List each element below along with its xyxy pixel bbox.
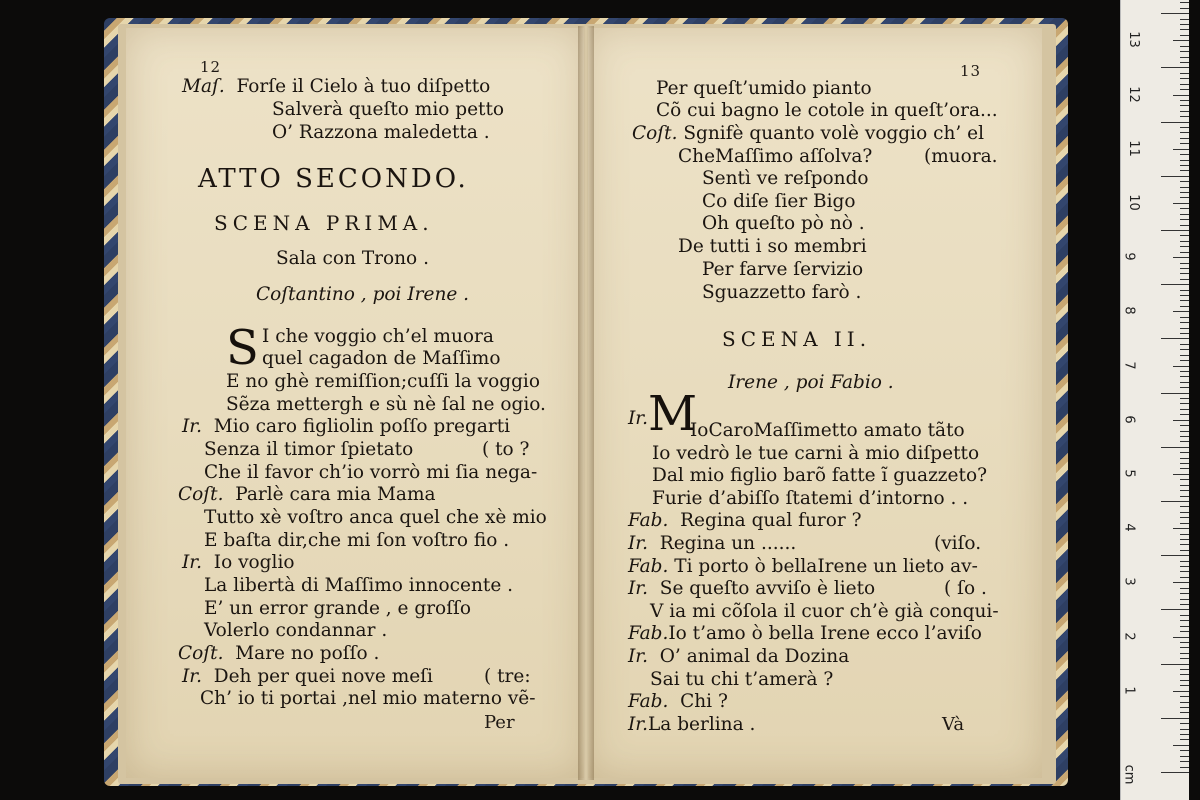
- ruler-tick: [1180, 187, 1189, 188]
- ruler-tick: [1173, 40, 1189, 41]
- ruler-tick: [1180, 165, 1189, 166]
- ruler-tick: [1180, 371, 1189, 372]
- measurement-ruler: [1120, 0, 1189, 800]
- ruler-tick: [1180, 739, 1189, 740]
- ruler-tick: [1180, 62, 1189, 63]
- ruler-tick: [1180, 360, 1189, 361]
- ruler-tick: [1180, 328, 1189, 329]
- ruler-tick: [1180, 138, 1189, 139]
- text-line: O’ Razzona maledetta .: [272, 122, 490, 143]
- ruler-tick: [1180, 707, 1189, 708]
- ruler-tick: [1180, 680, 1189, 681]
- ruler-tick: [1180, 523, 1189, 524]
- ruler-tick: [1180, 441, 1189, 442]
- scene-heading: SCENA PRIMA.: [214, 211, 434, 235]
- ruler-tick: [1180, 723, 1189, 724]
- ruler-tick: [1180, 550, 1189, 551]
- ruler-tick: [1180, 712, 1189, 713]
- text-line: Fab. Ti porto ò bellaIrene un lieto av-: [628, 556, 978, 577]
- text-line: V ia mi cõſola il cuor ch’è già conqui-: [650, 601, 999, 622]
- text-line: quel cagadon de Maſſimo: [262, 348, 501, 369]
- turnover: ( to ?: [482, 439, 530, 460]
- ruler-tick: [1180, 506, 1189, 507]
- ruler-tick: [1180, 235, 1189, 236]
- ruler-tick: [1173, 474, 1189, 475]
- ruler-tick: [1180, 599, 1189, 600]
- ruler-tick: [1180, 219, 1189, 220]
- ruler-tick: [1180, 561, 1189, 562]
- ruler-tick: [1180, 51, 1189, 52]
- ruler-tick: [1180, 333, 1189, 334]
- ruler-tick: [1180, 577, 1189, 578]
- ruler-tick: [1180, 647, 1189, 648]
- ruler-tick: [1180, 241, 1189, 242]
- text-line: Fab. Chi ?: [628, 691, 728, 712]
- ruler-tick: [1180, 669, 1189, 670]
- text-line: Ir.La berlina .: [628, 714, 756, 735]
- text-line: Ir. Mio caro figliolin poſſo pregarti: [182, 416, 511, 437]
- ruler-tick: [1180, 143, 1189, 144]
- ruler-tick: [1180, 620, 1189, 621]
- ruler-tick: [1173, 528, 1189, 529]
- ruler-tick: [1161, 555, 1189, 556]
- text-line: Coſt. Mare no poſſo .: [178, 643, 380, 664]
- turnover: ( tre:: [484, 666, 531, 687]
- ruler-tick: [1180, 750, 1189, 751]
- ruler-number: 7: [1121, 360, 1137, 370]
- ruler-tick: [1173, 149, 1189, 150]
- left-page-number: 12: [200, 58, 222, 76]
- ruler-tick: [1161, 664, 1189, 665]
- ruler-tick: [1180, 431, 1189, 432]
- right-page-number: 13: [960, 62, 982, 80]
- text-line: IoCaroMaſſimetto amato tãto: [690, 420, 965, 441]
- text-line: Sẽza mettergh e sù nè ſal ne ogio.: [226, 394, 546, 415]
- text-line: Ir. Io voglio: [182, 552, 295, 573]
- ruler-tick: [1180, 512, 1189, 513]
- ruler-tick: [1180, 674, 1189, 675]
- ruler-tick: [1180, 485, 1189, 486]
- ruler-tick: [1173, 366, 1189, 367]
- ruler-tick: [1180, 2, 1189, 3]
- ruler-tick: [1180, 458, 1189, 459]
- ruler-tick: [1180, 767, 1189, 768]
- text-line: Co diſe ſier Bigo: [702, 191, 856, 212]
- ruler-tick: [1180, 490, 1189, 491]
- ruler-tick: [1180, 539, 1189, 540]
- text-line: Coſt. Sgnifè quanto volè voggio ch’ el: [632, 123, 984, 144]
- characters-line: Irene , poi Fabio .: [728, 372, 894, 393]
- ruler-tick: [1180, 398, 1189, 399]
- ruler-tick: [1180, 729, 1189, 730]
- ruler-unit: cm: [1121, 764, 1137, 785]
- ruler-tick: [1180, 111, 1189, 112]
- ruler-tick: [1180, 46, 1189, 47]
- ruler-tick: [1180, 355, 1189, 356]
- ruler-number: 11: [1125, 139, 1141, 157]
- text-line: Cõ cui bagno le cotole in queſt’ora...: [656, 100, 998, 121]
- ruler-tick: [1180, 756, 1189, 757]
- ruler-tick: [1180, 571, 1189, 572]
- characters-line: Coſtantino , poi Irene .: [256, 284, 470, 305]
- ruler-tick: [1173, 95, 1189, 96]
- ruler-number: 10: [1125, 194, 1141, 211]
- ruler-tick: [1161, 176, 1189, 177]
- left-page: [126, 28, 584, 778]
- drop-cap: S: [226, 320, 259, 376]
- text-line: Oh queſto pò nò .: [702, 213, 865, 234]
- ruler-tick: [1180, 425, 1189, 426]
- catchword: Và: [942, 714, 965, 735]
- ruler-tick: [1173, 637, 1189, 638]
- text-line: CheMaſſimo aſſolva?: [678, 146, 873, 167]
- text-line: Che il favor ch’io vorrò mi ſia nega-: [204, 462, 538, 483]
- ruler-tick: [1180, 105, 1189, 106]
- ruler-tick: [1161, 772, 1189, 773]
- ruler-tick: [1180, 19, 1189, 20]
- ruler-tick: [1180, 24, 1189, 25]
- ruler-tick: [1173, 745, 1189, 746]
- text-line: E no ghè remiſſion;cuſſi la voggio: [226, 371, 540, 392]
- ruler-tick: [1180, 642, 1189, 643]
- drop-cap: M: [648, 386, 698, 442]
- catchword: Per: [484, 712, 515, 733]
- text-line: Sguazzetto farò .: [702, 282, 862, 303]
- ruler-number: 2: [1121, 631, 1137, 641]
- ruler-tick: [1180, 653, 1189, 654]
- ruler-tick: [1180, 593, 1189, 594]
- ruler-tick: [1180, 290, 1189, 291]
- ruler-number: 3: [1121, 577, 1137, 586]
- text-line: E’ un error grande , e groſſo: [204, 598, 472, 619]
- ruler-tick: [1180, 78, 1189, 79]
- ruler-tick: [1180, 349, 1189, 350]
- ruler-tick: [1180, 344, 1189, 345]
- ruler-tick: [1180, 300, 1189, 301]
- ruler-tick: [1161, 230, 1189, 231]
- ruler-number: 4: [1121, 523, 1137, 532]
- ruler-tick: [1161, 338, 1189, 339]
- ruler-tick: [1180, 268, 1189, 269]
- turnover: (muora.: [924, 146, 998, 167]
- ruler-tick: [1180, 252, 1189, 253]
- turnover: ( ſo .: [944, 578, 987, 599]
- ruler-number: 13: [1125, 31, 1141, 49]
- act-heading: ATTO SECONDO.: [198, 164, 469, 194]
- ruler-tick: [1180, 84, 1189, 85]
- ruler-tick: [1180, 544, 1189, 545]
- ruler-tick: [1161, 67, 1189, 68]
- text-line: Ir. Se queſto avviſo è lieto: [628, 578, 876, 599]
- text-line: Ch’ io ti portai ,nel mio materno vẽ-: [200, 688, 536, 709]
- ruler-tick: [1161, 501, 1189, 502]
- text-line: La libertà di Maſſimo innocente .: [204, 575, 514, 596]
- ruler-tick: [1161, 393, 1189, 394]
- ruler-tick: [1180, 8, 1189, 9]
- ruler-tick: [1180, 626, 1189, 627]
- text-line: Fab.Io t’amo ò bella Irene ecco l’aviſo: [628, 623, 982, 644]
- ruler-tick: [1180, 685, 1189, 686]
- ruler-tick: [1180, 588, 1189, 589]
- ruler-tick: [1180, 658, 1189, 659]
- ruler-tick: [1173, 203, 1189, 204]
- text-line: Sai tu chi t’amerà ?: [650, 669, 834, 690]
- text-line: Ir. Regina un ......: [628, 533, 797, 554]
- text-line: Fab. Regina qual furor ?: [628, 510, 862, 531]
- ruler-tick: [1180, 208, 1189, 209]
- ruler-number: 1: [1121, 686, 1137, 695]
- ruler-tick: [1180, 100, 1189, 101]
- text-line: Ir. O’ animal da Dozina: [628, 646, 850, 667]
- ruler-tick: [1161, 122, 1189, 123]
- ruler-tick: [1180, 734, 1189, 735]
- ruler-tick: [1173, 311, 1189, 312]
- text-line: Volerlo condannar .: [204, 620, 388, 641]
- ruler-tick: [1161, 609, 1189, 610]
- ruler-number: 12: [1125, 85, 1141, 103]
- ruler-tick: [1180, 73, 1189, 74]
- scene-setting: Sala con Trono .: [276, 248, 429, 269]
- ruler-tick: [1180, 116, 1189, 117]
- ruler-tick: [1180, 468, 1189, 469]
- ruler-tick: [1161, 13, 1189, 14]
- text-line: Ir. Deh per quei nove meſi: [182, 666, 433, 687]
- ruler-tick: [1180, 225, 1189, 226]
- ruler-tick: [1180, 479, 1189, 480]
- book-gutter: [578, 26, 594, 780]
- ruler-tick: [1180, 170, 1189, 171]
- ruler-tick: [1180, 214, 1189, 215]
- text-line: E baſta dir,che mi ſon voſtro fio .: [204, 530, 510, 551]
- text-line: Senza il timor ſpietato: [204, 439, 414, 460]
- ruler-tick: [1180, 409, 1189, 410]
- ruler-tick: [1180, 35, 1189, 36]
- text-line: Coſt. Parlè cara mia Mama: [178, 484, 436, 505]
- ruler-number: 6: [1121, 415, 1137, 424]
- ruler-tick: [1180, 127, 1189, 128]
- ruler-tick: [1180, 702, 1189, 703]
- ruler-tick: [1180, 246, 1189, 247]
- ruler-number: 8: [1121, 306, 1137, 315]
- ruler-tick: [1180, 615, 1189, 616]
- text-line: Salverà queſto mio petto: [272, 99, 505, 120]
- ruler-number: 9: [1121, 252, 1137, 261]
- ruler-tick: [1161, 718, 1189, 719]
- ruler-tick: [1173, 257, 1189, 258]
- ruler-tick: [1180, 279, 1189, 280]
- text-line: Per farve ſervizio: [702, 259, 864, 280]
- ruler-tick: [1180, 566, 1189, 567]
- ruler-tick: [1180, 295, 1189, 296]
- ruler-tick: [1180, 414, 1189, 415]
- ruler-tick: [1180, 154, 1189, 155]
- ruler-tick: [1180, 452, 1189, 453]
- ruler-tick: [1161, 284, 1189, 285]
- ruler-tick: [1180, 57, 1189, 58]
- text-line: Sentì ve reſpondo: [702, 168, 869, 189]
- ruler-tick: [1180, 382, 1189, 383]
- text-line: Maſ. Forſe il Cielo à tuo diſpetto: [182, 76, 491, 97]
- ruler-tick: [1173, 691, 1189, 692]
- ruler-tick: [1180, 436, 1189, 437]
- ruler-tick: [1180, 263, 1189, 264]
- ruler-tick: [1180, 317, 1189, 318]
- ruler-tick: [1180, 89, 1189, 90]
- ruler-tick: [1180, 496, 1189, 497]
- ruler-tick: [1180, 376, 1189, 377]
- text-line: Io vedrò le tue carni à mio diſpetto: [652, 443, 980, 464]
- scene-heading: SCENA II.: [722, 327, 872, 351]
- speaker-label: Ir.: [628, 408, 648, 429]
- text-line: Tutto xè voſtro anca quel che xè mio: [204, 507, 547, 528]
- ruler-tick: [1180, 696, 1189, 697]
- text-line: Dal mio figlio barõ fatte ĩ guazzeto?: [652, 465, 987, 486]
- ruler-tick: [1180, 306, 1189, 307]
- ruler-tick: [1173, 420, 1189, 421]
- ruler-tick: [1180, 463, 1189, 464]
- ruler-tick: [1180, 534, 1189, 535]
- ruler-tick: [1180, 517, 1189, 518]
- text-line: De tutti i so membri: [678, 236, 867, 257]
- text-line: Furie d’abiſſo ſtatemi d’intorno . .: [652, 488, 969, 509]
- ruler-tick: [1180, 322, 1189, 323]
- ruler-tick: [1180, 631, 1189, 632]
- text-line: Per queſt’umido pianto: [656, 78, 872, 99]
- ruler-tick: [1180, 160, 1189, 161]
- ruler-tick: [1180, 273, 1189, 274]
- ruler-tick: [1180, 761, 1189, 762]
- ruler-tick: [1180, 181, 1189, 182]
- ruler-tick: [1180, 403, 1189, 404]
- ruler-tick: [1180, 132, 1189, 133]
- right-page: [588, 28, 1042, 778]
- text-line: I che voggio ch’el muora: [262, 326, 494, 347]
- ruler-tick: [1180, 604, 1189, 605]
- ruler-tick: [1180, 29, 1189, 30]
- ruler-tick: [1173, 582, 1189, 583]
- ruler-tick: [1180, 197, 1189, 198]
- turnover: (viſo.: [934, 533, 982, 554]
- ruler-tick: [1161, 447, 1189, 448]
- ruler-tick: [1180, 192, 1189, 193]
- ruler-tick: [1180, 387, 1189, 388]
- ruler-number: 5: [1121, 469, 1137, 478]
